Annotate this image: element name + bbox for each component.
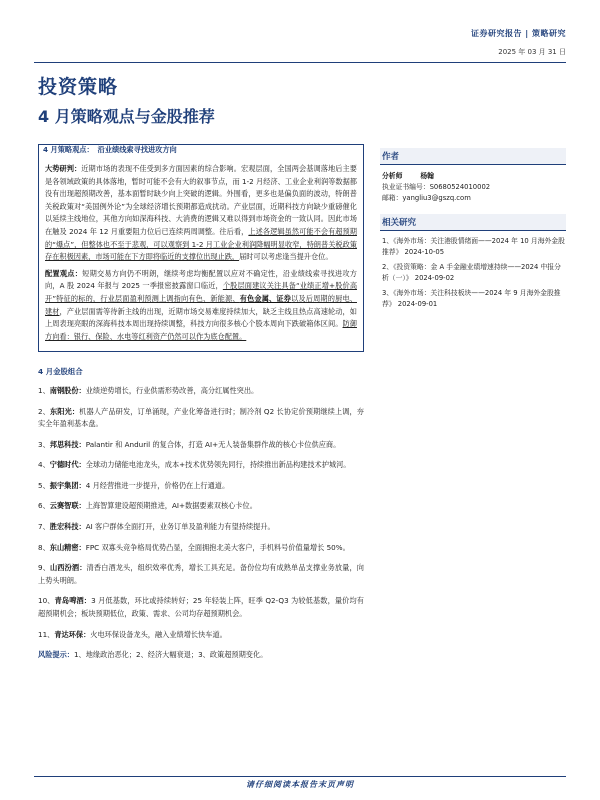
allocation-text: 短期交易方向仍不明朗，继续考虑均衡配置以应对不确定性，沿业绩线索寻找进攻方向，A 股 2024 年报与 2025 一季报密披露窗口临近， <box>45 268 357 291</box>
sidebar <box>380 148 566 309</box>
portfolio-item-number: 8、 <box>38 542 50 552</box>
portfolio-item-stock: 南钢股份： <box>49 385 86 395</box>
main-column <box>38 144 364 662</box>
portfolio-item-number: 11、 <box>38 629 55 639</box>
related-list <box>380 236 566 309</box>
portfolio-item-text: FPC 双寡头竞争格局优势凸显，全面拥抱北美大客户，手机料号价值量增长 50%。 <box>85 542 350 552</box>
report-category: 投资策略 <box>38 76 119 98</box>
portfolio-item-number: 5、 <box>38 480 50 490</box>
market-outlook-text: 近期市场的表现不佳受到多方面因素的综合影响。宏观层面，全国两会基调落地后主要是各领域政策的具体落地，暂时可能不会有大的叙事节点，而 1-2 月经济、工业企业利润等数据都没有出现超预期改善，基本面暂时缺少向上突破的逻辑。外围看，更多也是偏负面的波动，特朗普关税政策对“美国例外论”为全球经济增长预期都造成扰动。产业层面，近期科技方向缺少重磅催化以延续主线地位，其他方向如深海科技、大消费的逻辑又难以得到市场资金的一致认同。因此市场在触及 2024 年 12 月重要阻力位后已连续两周调整。往后看， <box>45 164 357 236</box>
allocation-underline: 个股层面建议关注具备“业绩正增+股价高开”特征的标的，行业层面盈利预测上调指向有色、新能源、 <box>45 281 358 303</box>
related-item[interactable]: 3、《海外市场：关注科技板块——2024 年 9 月海外金股推荐》 2024-09-01 <box>382 289 561 308</box>
portfolio-item-text: 清香白酒龙头，组织效率优秀，增长工具充足。备份位均有成熟单品支撑业务放量，向上势头明朗。 <box>38 563 364 585</box>
portfolio-item-stock: 胜宏科技： <box>49 522 86 532</box>
portfolio-item-number: 3、 <box>38 439 50 449</box>
portfolio-item <box>38 406 364 431</box>
portfolio-item <box>38 562 364 587</box>
risk-text: 1、地缘政治恶化；2、经济大幅衰退；3、政策超预期变化。 <box>73 650 268 660</box>
portfolio-item-text: 4 月经营推进一步提升，价格仍在上行通道。 <box>85 480 230 490</box>
market-outlook-tail: 届时可以考虑逢当提升仓位。 <box>239 252 333 262</box>
report-title: 4 月策略观点与金股推荐 <box>38 107 215 126</box>
portfolio-item <box>38 521 364 534</box>
market-outlook-paragraph <box>45 163 357 264</box>
header-divider <box>34 62 566 63</box>
portfolio-item-number: 4、 <box>38 460 50 470</box>
portfolio-item-stock: 云赛智联： <box>49 501 86 511</box>
portfolio-item-text: 全球动力储能电池龙头，成本+技术优势领先同行，持续推出新品构建技术护城河。 <box>85 460 351 470</box>
related-item[interactable]: 2、《投资策略：金 A 手金融业绩增速持续——2024 中报分析（一）》 2024-09-02 <box>382 263 561 282</box>
author-names <box>382 171 566 182</box>
portfolio-item-text: 3 月低基数，环比或持续转好；25 年轻装上阵，旺季 Q2-Q3 为较低基数，量价均有超预期机会；板块预期低位，政策、需求、公司均存超预期机会。 <box>38 596 364 619</box>
strategy-box-tab <box>43 144 177 157</box>
portfolio-section <box>38 366 364 641</box>
portfolio-item-number: 10、 <box>38 596 55 606</box>
portfolio-item <box>38 500 364 513</box>
portfolio-heading: 4 月金股组合 <box>38 367 83 377</box>
author-email[interactable]: 邮箱：yangliu3@gszq.com <box>382 194 471 202</box>
author-analyst-2: 杨翰 <box>420 172 434 180</box>
author-cert: 执业证书编号：S0680524010002 <box>382 183 491 191</box>
authors-heading: 作者 <box>380 148 566 165</box>
portfolio-item-number: 9、 <box>38 563 50 573</box>
portfolio-item <box>38 439 364 452</box>
report-date: 2025 年 03 月 31 日 <box>498 48 566 56</box>
portfolio-item <box>38 542 364 555</box>
allocation-label: 配置观点： <box>45 268 83 278</box>
portfolio-item-stock: 东山精密： <box>49 542 86 552</box>
related-item[interactable]: 1、《海外市场：关注港股情绪面——2024 年 10 月海外金股推荐》 2024-10-05 <box>382 237 565 256</box>
portfolio-item-number: 1、 <box>38 385 50 395</box>
portfolio-item-text: 机器人产品研发，订单涌现，产业化筹备进行时；制冷剂 Q2 长协定价预期继续上调，夯实全年盈利基本盘。 <box>38 406 364 429</box>
strategy-tab-subtitle: 沿业绩线索寻找进攻方向 <box>97 145 177 154</box>
authors-block <box>380 171 566 204</box>
portfolio-list <box>38 385 364 641</box>
portfolio-item-text: 上海智算建设超预期推进，AI+数据要素双核心卡位。 <box>85 501 257 511</box>
portfolio-item <box>38 385 364 398</box>
strategy-tab-label: 4 月策略观点： <box>43 145 94 154</box>
portfolio-item <box>38 459 364 472</box>
market-outlook-label: 大势研判： <box>45 164 82 173</box>
risk-label: 风险提示： <box>38 650 74 660</box>
portfolio-item-stock: 山西汾酒： <box>50 563 87 573</box>
footer-disclaimer: 请仔细阅读本报告末页声明 <box>246 780 354 789</box>
portfolio-item-number: 7、 <box>38 522 50 532</box>
portfolio-item-stock: 振宇集团： <box>49 480 86 490</box>
portfolio-item-stock: 邦思科技： <box>49 439 86 449</box>
portfolio-item-stock: 青岛啤酒： <box>54 596 92 606</box>
report-tags: 证券研究报告 | 策略研究 <box>471 29 566 38</box>
allocation-bold: 有色金属、证券 <box>239 293 292 303</box>
portfolio-item-number: 2、 <box>38 406 50 416</box>
portfolio-item-text: AI 客户群体全面打开，业务订单及盈利能力有望持续提升。 <box>85 522 275 532</box>
allocation-underline-2: 以及后周期的厨电、建材 <box>45 293 357 316</box>
portfolio-item-number: 6、 <box>38 501 50 511</box>
portfolio-item-text: 业绩逆势增长，行业供需形势改善，高分红属性突出。 <box>85 385 259 395</box>
portfolio-item-text: Palantir 和 Anduril 的复合体，打造 AI+无人装备集群作战的核心卡位供应商。 <box>85 439 341 449</box>
portfolio-item-text: 火电环保设备龙头，融入业绩增长快车道。 <box>90 629 227 639</box>
portfolio-item-stock: 东阳光： <box>49 406 80 416</box>
allocation-paragraph <box>45 268 357 344</box>
portfolio-item <box>38 480 364 493</box>
allocation-tail: ，产业层面需等待新主线的出现，近期市场交易难度持续加大，缺乏主线且热点高速轮动，如上周表现亮眼的深海科技本周出现持续调整，科技方向很多核心个股本周向下跌破箱体区间。 <box>45 306 357 329</box>
risk-warning <box>38 649 364 662</box>
market-outlook-underline: 上述各逻辑虽然可能不会有超预期的“爆点”，但整体也不至于悲观，可以观察到 1-2 月工业企业利润降幅明显收窄，特朗普关税政策存在积极因素，市场可能在下方即将临近的支撑位出现止跌， <box>45 226 357 262</box>
portfolio-item <box>38 595 364 620</box>
allocation-underline-3: 防御方向看：银行、保险、水电等红利资产仍然可以作为底仓配置。 <box>45 319 357 341</box>
related-heading: 相关研究 <box>380 214 566 231</box>
portfolio-item-stock: 宁德时代： <box>49 460 86 470</box>
related-research <box>380 214 566 309</box>
footer-divider <box>34 776 566 777</box>
portfolio-item-stock: 青达环保： <box>54 629 91 639</box>
strategy-box <box>38 144 364 352</box>
author-analyst-1: 分析师 <box>382 172 403 180</box>
portfolio-item <box>38 629 364 642</box>
report-header <box>471 28 566 57</box>
